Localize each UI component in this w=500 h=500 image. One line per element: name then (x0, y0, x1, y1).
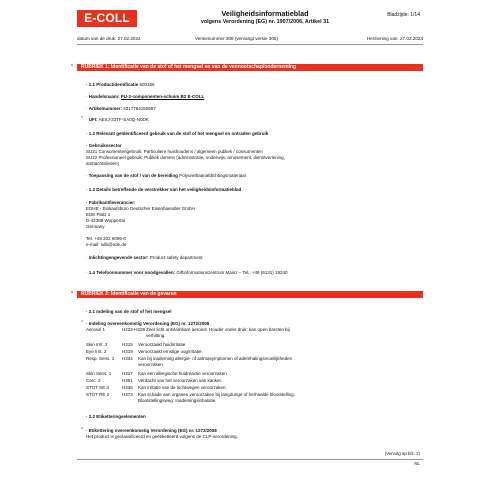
change-mark-icon: * (71, 291, 73, 297)
document-title: Veiligheidsinformatieblad (221, 9, 309, 18)
labelling-title: · Etikettering overeenkomstig Verordening (EG) nr. 1272/2008 (86, 428, 217, 433)
print-date: datum van de druk: 27.02.2024 (77, 36, 141, 41)
info-sector-row: · Inlichtingengevende sector: Product safety department (86, 255, 203, 260)
change-mark-icon: * (81, 320, 83, 326)
page-number: Bladzijde: 1/14 (387, 12, 420, 18)
footer-divider (77, 459, 423, 460)
labelling-text: Het product is geclassificeerd en geëtiketteerd volgens de CLP-verordening. (86, 434, 238, 439)
supplier-email[interactable]: e-mail: sdb@ede.de (86, 242, 127, 247)
version-number: Versienummer 306 (vervangt versie 305) (195, 36, 278, 41)
change-mark-icon: * (71, 64, 73, 70)
supplier-line: EDE Platz 1 (86, 212, 111, 217)
section2-banner (71, 291, 423, 298)
section1-banner (71, 64, 423, 71)
su22-row: SU22 Professioneel gebruik: Publiek domein (administratie, onderwijs, amusement, dienstverlening, (86, 155, 285, 160)
supplier-line: D-42389 Wuppertal (86, 218, 125, 223)
language-code: NL (414, 461, 420, 466)
su22-row-cont: ambachtslieden) (86, 161, 120, 166)
sds-page: E-COLL Veiligheidsinformatieblad volgens Verordening (EG) nr. 1907/2006, Artikel 31 Bladzijde: 1/14 datum van de druk: 27.02.2024 Versienummer 306 (vervangt versie 305) Herziening van: 27.02.2024 * RUBRIEK 1: Identificatie van de stof of het mengsel en van de vennootschap/onderneming · 1.1 Productidentificatie 600166 · Handelsnaam: PU-2-componenten-schuim B2 E-COLL · Artikelnummer: 4317784150697 * · UFI: AEXJ-23TF-SA0Q-N0DK · 1.2 Relevant geïdentificeerd gebruik van de stof of het mengsel en ontraden gebruik · Gebruikssector SU21 Consumentengebruik: Particuliere huishoudens / algemeen publiek / consumenten SU22 Professioneel gebruik: Publiek domein (administratie, onderwijs, amusement, dienstverlening, ambachtslieden) · Toepassing van de stof / van de bereiding Polyurethaanafdichtingsmateriaal · 1.3 Details betreffende de verstrekker van het veiligheidsinformatieblad · Fabrikant/leverancier: EDHE - Einkaufsbüro Deutscher Eisenhaendler GmbH EDE Platz 1 D-42389 Wuppertal Germany Tel. +49 202 6096-0 e-mail: sdb@ede.de · Inlichtingengevende sector: Product safety department · 1.4 Telefoonnummer voor noodgevallen: Giftinformationszentrum Mainz – Tel.: +49 (6131) 19240 * RUBRIEK 2: Identificatie van de gevaren · 2.1 Indeling van de stof of het mengsel * · Indeling overeenkomstig Verordening (EG) nr. 1272/2008 Aerosol 1 H222-H229 Zeer licht ontvlambare aerosol. Houder onder druk: kan open barsten bij verhitting. Skin Irrit. 2 H315 Veroorzaakt huidirritatie. Eye Irrit. 2 H319 Veroorzaakt ernstige oogirritatie. Resp. Sens. 1 H334 Kan bij inademing allergie- of astmasymptomen of ademhalingsmoeilijkheden veroorzaken. Skin Sens. 1 H317 Kan een allergische huidreactie veroorzaken. Carc. 2 H351 Verdacht van het veroorzaken van kanker. STOT SE 3 H335 Kan irritatie van de luchtwegen veroorzaken. STOT RE 2 H373 Kan schade aan organen veroorzaken bij langdurige of herhaalde blootstelling. Blootstellingsweg: Inademingsinhalatie. · 2.2 Etiketteringselementen * · Etikettering overeenkomstig Verordening (EG) nr. 1272/2008 Het product is geclassificeerd en geëtiketteerd volgens de CLP-verordening. (Vervolg op blz. 2) NL (71, 9, 423, 466)
section-2-1: · 2.1 Indeling van de stof of het mengsel (86, 309, 172, 314)
ufi-row: · UFI: AEXJ-23TF-SA0Q-N0DK (86, 117, 149, 122)
trade-name-row: · Handelsnaam: PU-2-componenten-schuim B2 E-COLL (86, 94, 205, 99)
sector-label: · Gebruikssector (86, 143, 122, 148)
change-mark-icon: * (81, 116, 83, 122)
section-1-2: · 1.2 Relevant geïdentificeerd gebruik van de stof of het mengsel en ontraden gebruik (86, 131, 269, 136)
supplier-line: Germany (86, 224, 105, 229)
classification-title: · Indeling overeenkomstig Verordening (EG) nr. 1272/2008 (86, 321, 210, 326)
article-number-row: · Artikelnummer: 4317784150697 (86, 106, 156, 111)
supplier-label: · Fabrikant/leverancier: (86, 200, 136, 205)
document-title-block (150, 9, 380, 25)
section2-heading: RUBRIEK 2: Identificatie van de gevaren (81, 291, 177, 297)
section1-heading: RUBRIEK 1: Identificatie van de stof of het mengsel en van de vennootschap/onderneming (81, 64, 297, 70)
use-row: · Toepassing van de stof / van de bereiding Polyurethaanafdichtingsmateriaal (86, 173, 246, 178)
section-1-4: · 1.4 Telefoonnummer voor noodgevallen: Giftinformationszentrum Mainz – Tel.: +49 (6131) 19240 (86, 270, 288, 275)
supplier-tel: Tel. +49 202 6096-0 (86, 236, 126, 241)
revision-date: Herziening van: 27.02.2024 (366, 36, 423, 41)
supplier-line: EDHE - Einkaufsbüro Deutscher Eisenhaendler GmbH (86, 206, 195, 211)
ecoll-logo: E-COLL (77, 10, 137, 27)
change-mark-icon: * (81, 427, 83, 433)
document-subtitle: volgens Verordening (EG) nr. 1907/2006, Artikel 31 (200, 19, 330, 25)
section-1-1: · 1.1 Productidentificatie 600166 (86, 82, 155, 87)
section-2-2: · 2.2 Etiketteringselementen (86, 414, 146, 419)
continuation-note: (Vervolg op blz. 2) (384, 451, 420, 456)
su21-row: SU21 Consumentengebruik: Particuliere huishoudens / algemeen publiek / consumenten (86, 149, 263, 154)
section-1-3: · 1.3 Details betreffende de verstrekker van het veiligheidsinformatieblad (86, 187, 242, 192)
header-divider (77, 44, 423, 45)
